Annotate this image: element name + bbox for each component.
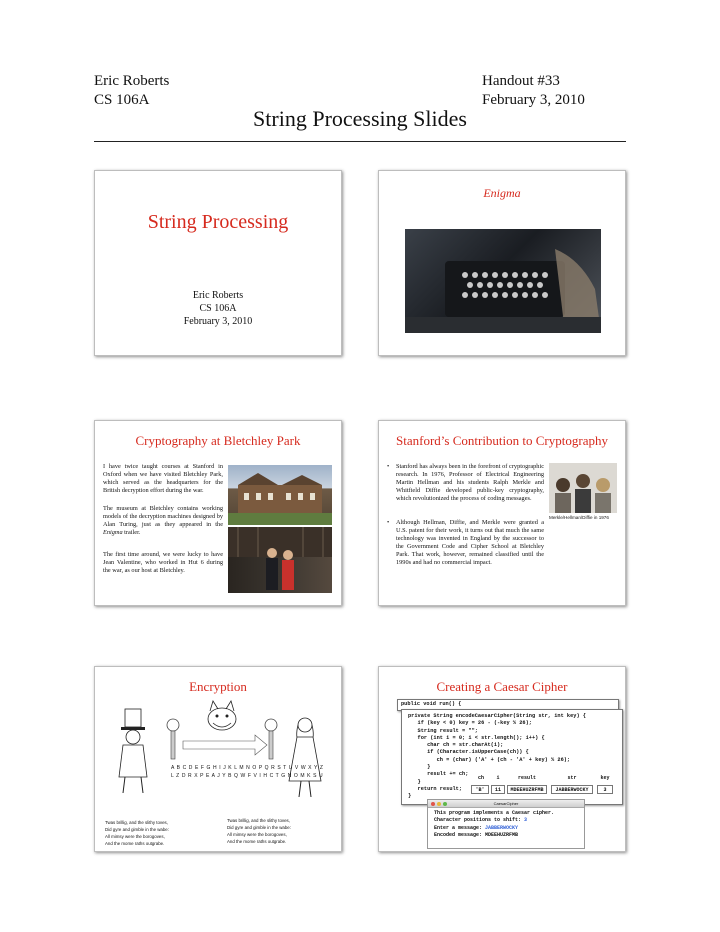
var-ch-value: 'B' (471, 785, 489, 794)
alice-illustration (289, 718, 321, 797)
var-result-value: MDEEHUZRFMB (507, 785, 547, 794)
slide1-date: February 3, 2010 (183, 316, 253, 327)
header-left (94, 72, 169, 110)
slide1-title: String Processing (147, 211, 289, 233)
slide5-title: Encryption (189, 679, 247, 694)
slide3-para2: The museum at Bletchley contains working models of the decryption machines designed by Alan Turing, just as they appeared in the Enigma trailer. (103, 505, 223, 536)
var-i-value: 11 (491, 785, 505, 794)
slide3-para3: The first time around, we were lucky to have Jean Valentine, who worked in Hut 6 during the war, as our host at Bletchley. (103, 551, 223, 574)
plain-alphabet: A B C D E F G H I J K L M N O P Q R S T U V W X Y Z (171, 765, 324, 771)
minimize-dot-icon[interactable] (437, 802, 441, 806)
close-dot-icon[interactable] (431, 802, 435, 806)
merkle-hellman-diffie-photo (549, 463, 617, 513)
header-right (482, 72, 585, 110)
poem-right: Twas brillig, and the slithy toves, Did gyre and gimble in the wabe: All mimsy were the borogoves, And the mome raths outgrabe. (227, 818, 291, 844)
bullet-1-marker: • (387, 463, 390, 470)
run-method-code: public void run() { (397, 699, 619, 711)
slide4-title: Stanford’s Contribution to Cryptography (396, 433, 608, 448)
header-date: February 3, 2010 (482, 92, 585, 108)
encode-method-code: private String encodeCaesarCipher(String str, int key) { if (key < 0) key = 26 - (-key % 26); String result = ""; for (int i = 0; i < str.length(); i++) { char ch = str.charAt(i); if (Character.isUpperCase(ch)) { ch = (char) ('A' + (ch - 'A' + key) % 26); } result += ch; } return result; } (401, 709, 623, 805)
trio-illustration (549, 463, 617, 513)
var-key-value: 3 (597, 785, 613, 794)
mansion-illustration (228, 465, 332, 525)
slide-encryption (94, 666, 342, 852)
slide1-author: Eric Roberts (192, 290, 244, 301)
cheshire-cat-illustration (208, 701, 236, 730)
header-handout: Handout #33 (482, 73, 560, 89)
slide1-course: CS 106A (199, 303, 237, 314)
slide-enigma (378, 170, 626, 356)
var-result-label: result (517, 775, 536, 781)
var-str-label: str (567, 775, 577, 781)
decrypt-key-icon (265, 719, 277, 759)
poem-left: Twas brillig, and the slithy toves, Did gyre and gimble in the wabe: All mimsy were the borogoves, And the mome raths outgrabe. (105, 820, 169, 846)
slide-caesar-cipher (378, 666, 626, 852)
bletchley-museum-photo (228, 527, 332, 593)
header-course: CS 106A (94, 92, 150, 108)
console-window (427, 799, 585, 849)
console-title: CaesarCipher (493, 801, 519, 806)
title-rule (94, 141, 626, 142)
mad-hatter-illustration (119, 709, 147, 793)
arrow-icon (183, 735, 267, 755)
enigma-machine-photo (405, 229, 601, 333)
slide4-bullet2: Although Hellman, Diffie, and Merkle were granted a U.S. patent for their work, it turns out that much the same technology was invented in England by the successor to the Government Code and Cipher School at Bletchley Park. That work, however, remained classified until the 1990s and had no commercial impact. (396, 519, 544, 566)
slide3-title: Cryptography at Bletchley Park (135, 433, 301, 448)
slide-stanford-crypto (378, 420, 626, 606)
slide2-title: Enigma (483, 186, 521, 200)
cipher-alphabet: L Z D R X P E A J Y B Q W F V I H C T G N O M K S U (171, 773, 324, 779)
var-ch-label: ch (477, 775, 484, 781)
console-title-bar (428, 800, 584, 808)
bletchley-mansion-photo (228, 465, 332, 525)
var-key-label: key (600, 775, 610, 781)
var-str-value: JABBERWOCKY (551, 785, 593, 794)
slide-title-page (94, 170, 342, 356)
bullet-2-marker: • (387, 519, 390, 526)
console-output: This program implements a Caesar cipher. Character positions to shift: 3 Enter a message: JABBERWOCKY Encoded message: MDEEHUZRFMB (434, 810, 555, 839)
var-i-label: i (496, 775, 500, 781)
encrypt-key-icon (167, 719, 179, 759)
enigma-machine-illustration (405, 229, 601, 333)
photo-caption: Merkle/Hellman/Diffie in 1976 (549, 515, 609, 520)
zoom-dot-icon[interactable] (443, 802, 447, 806)
slide4-bullet1: Stanford has always been in the forefront of cryptographic research. In 1976, Professor of Electrical Engineering Martin Hellman and his students Ralph Merkle and Whitfield Diffie developed public-key cryptography, which revolutionized the process of coding messages. (396, 463, 544, 502)
header-author: Eric Roberts (94, 73, 170, 89)
slide3-para1: I have twice taught courses at Stanford in Oxford when we have visited Bletchley Park, which served as the headquarters for the British decryption effort during the war. (103, 463, 223, 494)
document-title: String Processing Slides (253, 106, 467, 131)
slide-bletchley (94, 420, 342, 606)
slide6-title: Creating a Caesar Cipher (436, 679, 568, 694)
museum-people-illustration (228, 527, 332, 593)
